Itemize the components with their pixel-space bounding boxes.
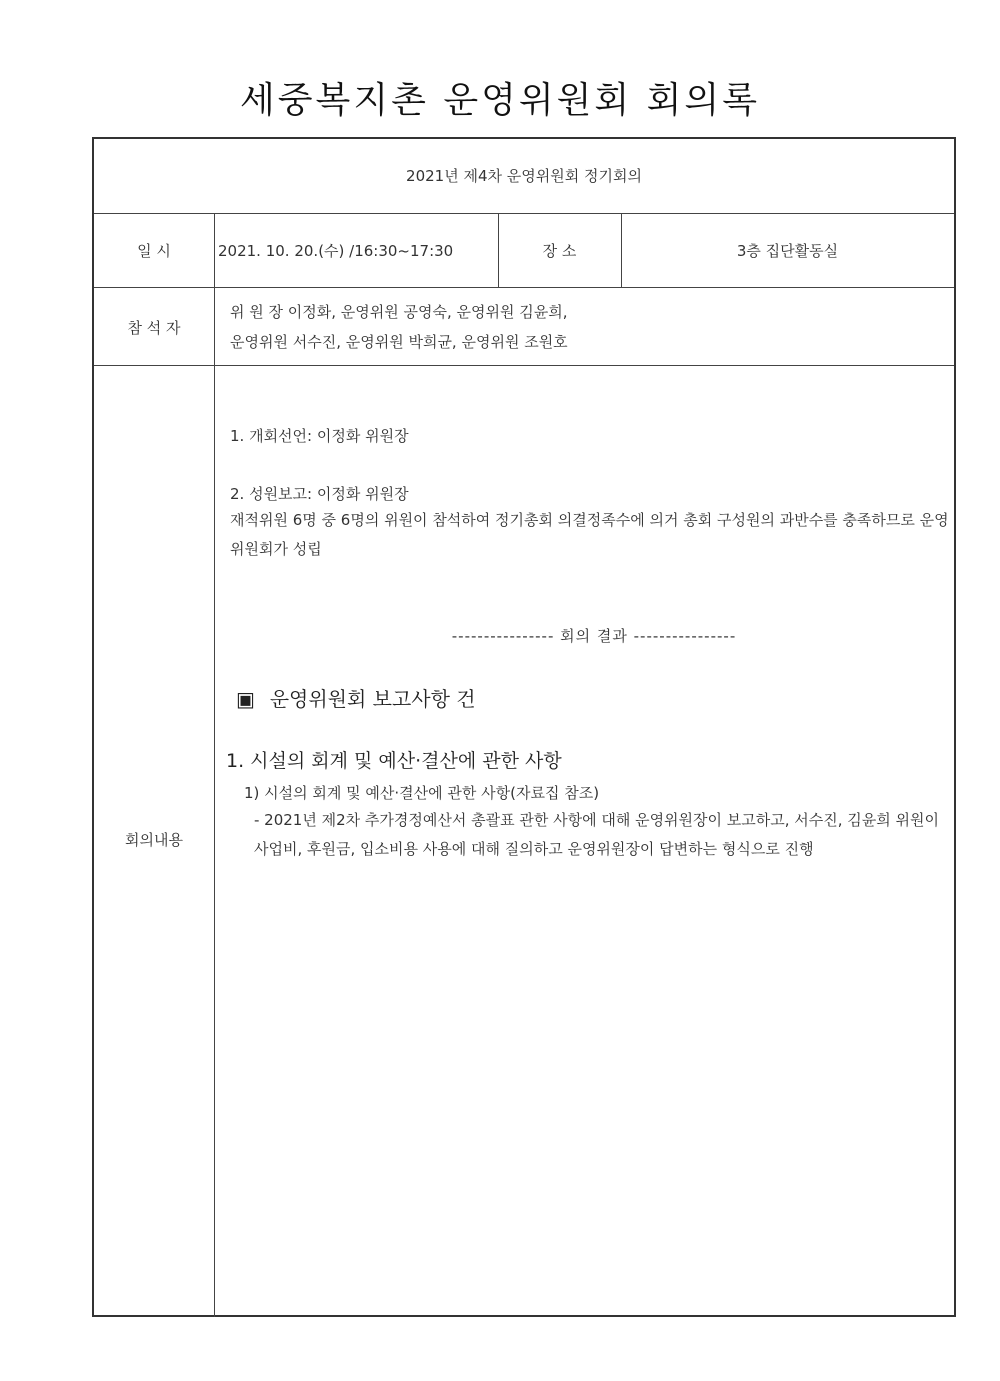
content-label: 회의내용 (125, 831, 183, 849)
item1-subheading: 1) 시설의 회계 및 예산·결산에 관한 사항(자료집 참조) (244, 784, 600, 802)
document-title: 세중복지촌 운영위원회 회의록 (240, 80, 760, 121)
item1-heading: 1. 시설의 회계 및 예산·결산에 관한 사항 (226, 750, 562, 772)
quorum-heading: 2. 성원보고: 이정화 위원장 (230, 485, 409, 503)
section-title: 운영위원회 보고사항 건 (269, 687, 476, 711)
date-label: 일 시 (137, 242, 171, 260)
item1-detail: - 2021년 제2차 추가경정예산서 총괄표 관한 사항에 대해 운영위원장이 보고하고, 서수진, 김윤희 위원이 사업비, 후원금, 입소비용 사용에 대해 질의하고 운영위원장이 답변하는 형식으로 진행 (254, 811, 939, 858)
date-value: 2021. 10. 20.(수) /16:30~17:30 (218, 242, 454, 260)
place-value: 3층 집단활동실 (736, 242, 839, 260)
minutes-table (92, 137, 956, 1317)
row-divider (94, 365, 954, 366)
label-column-divider (214, 213, 215, 1317)
quorum-text: 재적위원 6명 중 6명의 위원이 참석하여 정기총회 의결정족수에 의거 총회 구성원의 과반수를 충족하므로 운영위원회가 성립 (230, 511, 949, 558)
attendees-label: 참 석 자 (127, 319, 181, 337)
meeting-title: 2021년 제4차 운영위원회 정기회의 (406, 167, 642, 185)
attendees-line1: 위 원 장 이정화, 운영위원 공영숙, 운영위원 김윤희, (230, 303, 568, 321)
place-label: 장 소 (542, 242, 577, 260)
results-divider: ---------------- 회의 결과 ---------------- (451, 627, 737, 645)
attendees-line2: 운영위원 서수진, 운영위원 박희균, 운영위원 조원호 (230, 333, 568, 351)
opening-declaration: 1. 개회선언: 이정화 위원장 (230, 427, 409, 445)
section-heading (236, 683, 476, 712)
section-marker-icon: ▣ (236, 687, 255, 711)
row-divider (94, 213, 954, 214)
row-divider (94, 287, 954, 288)
